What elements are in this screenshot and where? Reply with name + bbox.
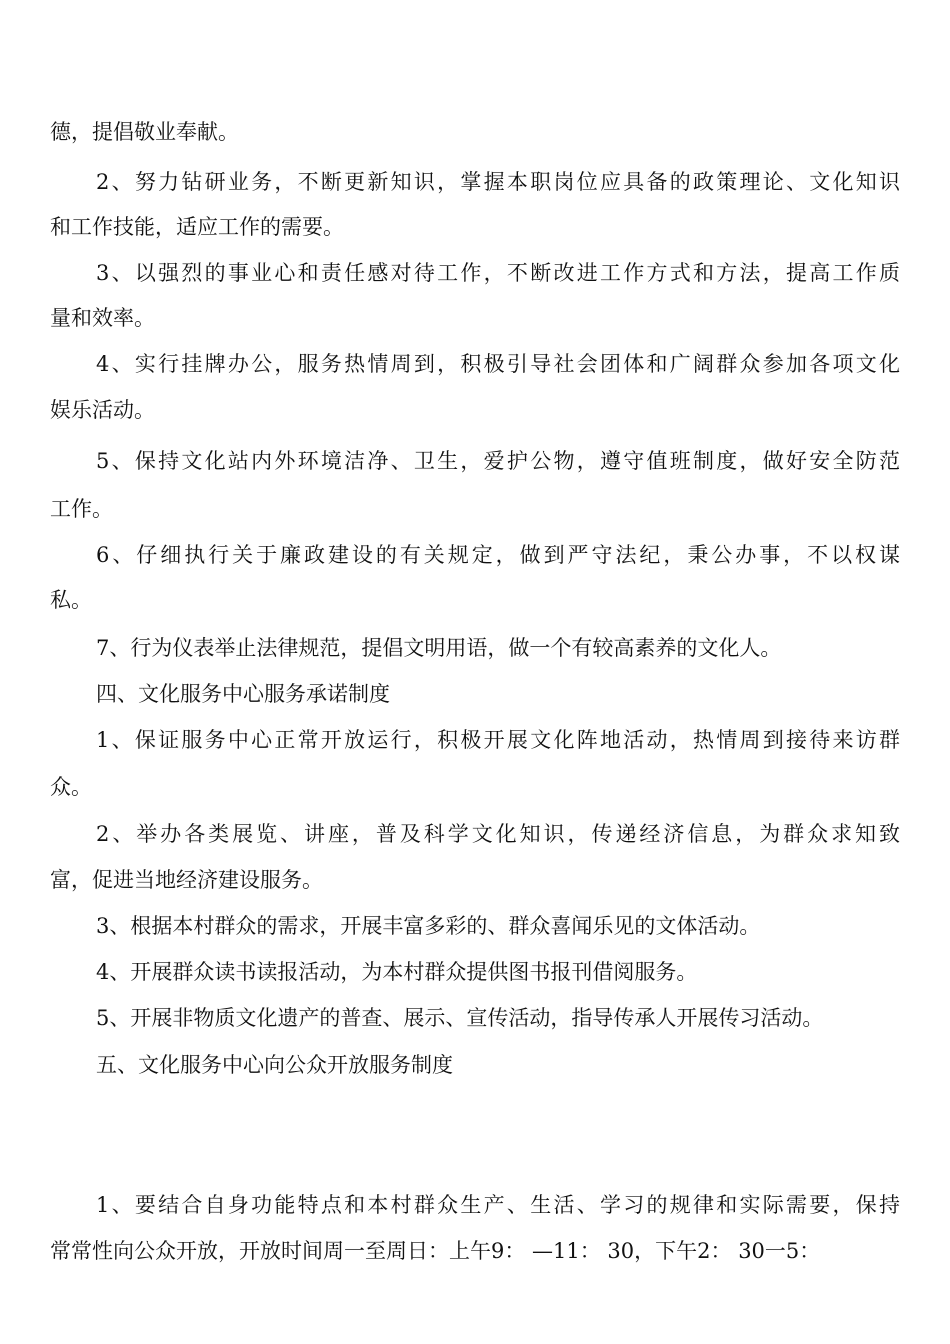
text-line: 和工作技能，适应工作的需要。 (50, 215, 344, 239)
text-line: 工作。 (50, 497, 113, 521)
section-heading: 五、文化服务中心向公众开放服务制度 (96, 1053, 453, 1077)
text-line: 6、仔细执行关于廉政建设的有关规定，做到严守法纪，秉公办事，不以权谋 (96, 543, 900, 567)
text-line: 4、开展群众读书读报活动，为本村群众提供图书报刊借阅服务。 (96, 960, 698, 984)
text-line: 2、努力钻研业务，不断更新知识，掌握本职岗位应具备的政策理论、文化知识 (96, 170, 900, 194)
text-line: 娱乐活动。 (50, 398, 155, 422)
text-line: 私。 (50, 588, 92, 612)
text-line: 4、实行挂牌办公，服务热情周到，积极引导社会团体和广阔群众参加各项文化 (96, 352, 900, 376)
text-line: 1、保证服务中心正常开放运行，积极开展文化阵地活动，热情周到接待来访群 (96, 728, 900, 752)
text-line: 量和效率。 (50, 306, 155, 330)
text-line: 5、开展非物质文化遗产的普查、展示、宣传活动，指导传承人开展传习活动。 (96, 1006, 824, 1030)
text-line: 1、要结合自身功能特点和本村群众生产、生活、学习的规律和实际需要，保持 (96, 1193, 900, 1217)
text-line: 5、保持文化站内外环境洁净、卫生，爱护公物，遵守值班制度，做好安全防范 (96, 449, 900, 473)
text-line: 德，提倡敬业奉献。 (50, 120, 239, 144)
text-line: 富，促进当地经济建设服务。 (50, 868, 323, 892)
text-line: 3、根据本村群众的需求，开展丰富多彩的、群众喜闻乐见的文体活动。 (96, 914, 761, 938)
text-line: 3、以强烈的事业心和责任感对待工作，不断改进工作方式和方法，提高工作质 (96, 261, 900, 285)
text-line: 众。 (50, 775, 92, 799)
text-line: 7、行为仪表举止法律规范，提倡文明用语，做一个有较高素养的文化人。 (96, 636, 782, 660)
section-heading: 四、文化服务中心服务承诺制度 (96, 682, 390, 706)
text-line: 2、举办各类展览、讲座，普及科学文化知识，传递经济信息，为群众求知致 (96, 822, 900, 846)
text-line: 常常性向公众开放，开放时间周一至周日：上午9： —11： 30，下午2： 30一5： (50, 1239, 821, 1263)
